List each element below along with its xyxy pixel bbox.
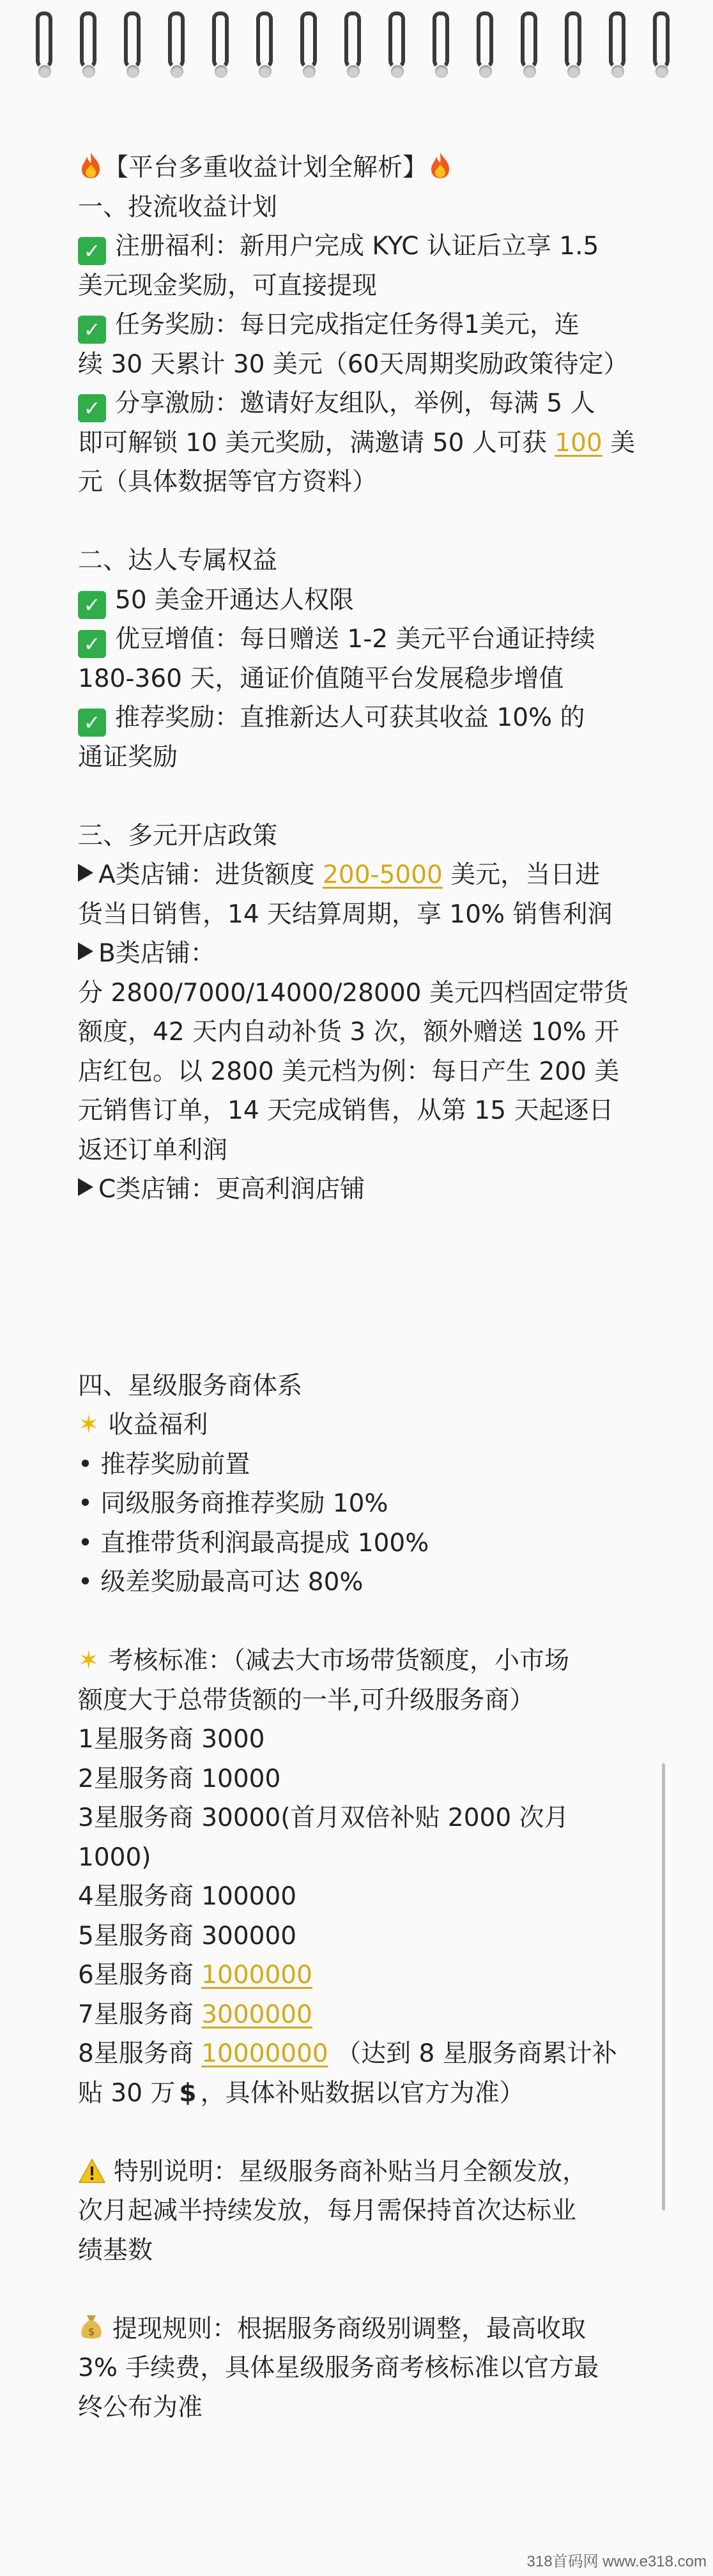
- rank-item: 3星服务商 30000(首月双倍补贴 2000 次月: [78, 1804, 569, 1832]
- ring-icon: [341, 12, 366, 82]
- fire-icon: [78, 151, 103, 180]
- play-triangle-icon: [78, 864, 93, 882]
- check-icon: ✓: [78, 316, 106, 344]
- list-item: [78, 1170, 640, 1209]
- section-heading: 四、星级服务商体系: [78, 1371, 303, 1400]
- fire-icon: [427, 151, 453, 180]
- ring-icon: [120, 12, 146, 82]
- check-icon: ✓: [78, 630, 106, 658]
- svg-text:$: $: [88, 2325, 95, 2338]
- ring-icon: [296, 12, 322, 82]
- item-text: 元（具体数据等官方资料）: [78, 468, 378, 496]
- check-icon: ✓: [78, 237, 106, 265]
- item-text: 8星服务商: [78, 2039, 202, 2068]
- item-text: 元销售订单，14 天完成销售，从第 15 天起逐日: [78, 1096, 614, 1125]
- item-text: 续 30 天累计 30 美元（60天周期奖励政策待定）: [78, 349, 629, 379]
- bullet-item: • 级差奖励最高可达 80%: [78, 1568, 364, 1597]
- rank-item: [78, 2074, 640, 2113]
- page-title: [78, 148, 640, 188]
- item-text: 考核标准：（减去大市场带货额度，小市场: [108, 1646, 570, 1675]
- list-item: [78, 1406, 640, 1445]
- item-text: 贴 30 万: [78, 2078, 176, 2108]
- item-text: 收益福利: [108, 1411, 208, 1439]
- item-text: （达到 8 星服务商累计补: [328, 2039, 617, 2068]
- item-text: 次月起减半持续发放，每月需保持首次达标业: [78, 2196, 577, 2225]
- check-icon: ✓: [78, 709, 106, 737]
- ring-icon: [561, 12, 586, 82]
- highlight-link[interactable]: 1000000: [201, 1961, 312, 1989]
- warning-icon: [78, 2158, 106, 2184]
- list-item: [78, 620, 640, 659]
- ring-icon: [605, 12, 631, 82]
- bullet-item: • 同级服务商推荐奖励 10%: [78, 1489, 388, 1518]
- list-item: [78, 384, 640, 424]
- highlight-link[interactable]: 100: [555, 428, 602, 457]
- section-heading: 二、达人专属权益: [78, 546, 278, 575]
- ring-icon: [208, 12, 234, 82]
- check-icon: ✓: [78, 394, 106, 422]
- watermark: 318首码网 www.e318.com: [526, 2553, 707, 2570]
- item-text: 6星服务商: [78, 1961, 202, 1989]
- item-text: ，具体补贴数据以官方为准）: [200, 2078, 525, 2108]
- item-text: 通证奖励: [78, 742, 178, 772]
- section-heading: 三、多元开店政策: [78, 821, 278, 850]
- item-text: A类店铺：进货额度: [98, 861, 323, 889]
- section-heading: 一、投流收益计划: [78, 192, 278, 222]
- page-title-text: 【平台多重收益计划全解析】: [103, 153, 428, 182]
- scrollbar[interactable]: [662, 1763, 665, 2211]
- highlight-link[interactable]: 200-5000: [323, 861, 443, 889]
- rank-item: 1星服务商 3000: [78, 1725, 265, 1754]
- list-item: [78, 1641, 640, 1681]
- ring-icon: [517, 12, 542, 82]
- item-text: 分享激励：邀请好友组队，举例，每满 5 人: [115, 389, 595, 418]
- item-text: 美元，当日进: [442, 861, 601, 889]
- item-text: 提现规则：根据服务商级别调整，最高收取: [112, 2314, 586, 2343]
- bullet-item: • 推荐奖励前置: [78, 1450, 250, 1479]
- ring-icon: [385, 12, 410, 82]
- ring-icon: [32, 12, 57, 82]
- check-icon: ✓: [78, 591, 106, 619]
- list-item: [78, 698, 640, 738]
- item-text: 美元现金奖励，可直接提现: [78, 271, 378, 300]
- play-triangle-icon: [78, 1178, 93, 1196]
- spiral-binding: [0, 0, 713, 96]
- item-text: 3% 手续费，具体星级服务商考核标准以官方最: [78, 2354, 599, 2382]
- play-triangle-icon: [78, 942, 93, 960]
- item-text: B类店铺：: [98, 939, 215, 968]
- ring-icon: [164, 12, 190, 82]
- list-item: [78, 305, 640, 345]
- rank-item: 5星服务商 300000: [78, 1921, 297, 1951]
- highlight-link[interactable]: 10000000: [201, 2039, 328, 2068]
- item-text: [78, 424, 640, 463]
- star-icon: ✶: [78, 1410, 100, 1439]
- ring-icon: [252, 12, 278, 82]
- item-text: 终公布为准: [78, 2393, 203, 2422]
- rank-item: [78, 2034, 640, 2074]
- item-text: 特别说明：星级服务商补贴当月全额发放，: [114, 2157, 588, 2186]
- item-text: 任务奖励：每日完成指定任务得1美元，连: [115, 310, 579, 339]
- dollar-icon: $: [179, 2078, 197, 2108]
- item-text: 额度大于总带货额的一半,可升级服务商）: [78, 1685, 535, 1715]
- rank-item: [78, 1995, 640, 2035]
- rank-item: 2星服务商 10000: [78, 1764, 281, 1793]
- star-icon: ✶: [78, 1646, 100, 1675]
- list-item: [78, 581, 640, 620]
- ring-icon: [429, 12, 454, 82]
- list-item: [78, 227, 640, 266]
- bullet-item: • 直推带货利润最高提成 100%: [78, 1528, 429, 1558]
- item-text: 注册福利：新用户完成 KYC 认证后立享 1.5: [115, 232, 599, 261]
- item-text: 180-360 天，通证价值随平台发展稳步增值: [78, 664, 564, 693]
- ring-icon: [76, 12, 102, 82]
- item-text: 返还订单利润: [78, 1135, 228, 1165]
- item-text: C类店铺：更高利润店铺: [98, 1175, 365, 1204]
- money-bag-icon: [78, 2313, 105, 2341]
- item-text: 即可解锁 10 美元奖励，满邀请 50 人可获: [78, 428, 555, 457]
- item-text: 分 2800/7000/14000/28000 美元四档固定带货: [78, 978, 629, 1008]
- list-item: [78, 855, 640, 895]
- highlight-link[interactable]: 3000000: [201, 2000, 312, 2029]
- ring-icon: [649, 12, 675, 82]
- item-text: 7星服务商: [78, 2000, 202, 2029]
- item-text: 美: [602, 428, 636, 457]
- item-text: 绩基数: [78, 2235, 153, 2265]
- rank-item: 1000): [78, 1843, 151, 1872]
- rank-item: [78, 1956, 640, 1995]
- rank-item: 4星服务商 100000: [78, 1882, 297, 1911]
- item-text: 50 美金开通达人权限: [115, 585, 355, 615]
- item-text: 店红包。以 2800 美元档为例：每日产生 200 美: [78, 1057, 620, 1086]
- list-item: [78, 2310, 640, 2349]
- item-text: 优豆增值：每日赠送 1-2 美元平台通证持续: [115, 625, 595, 654]
- ring-icon: [473, 12, 498, 82]
- note-content: [78, 148, 640, 2427]
- list-item: [78, 2152, 640, 2192]
- item-text: 额度，42 天内自动补货 3 次，额外赠送 10% 开: [78, 1018, 620, 1046]
- list-item: [78, 934, 640, 974]
- item-text: 推荐奖励：直推新达人可获其收益 10% 的: [115, 703, 585, 732]
- item-text: 货当日销售，14 天结算周期，享 10% 销售利润: [78, 900, 613, 929]
